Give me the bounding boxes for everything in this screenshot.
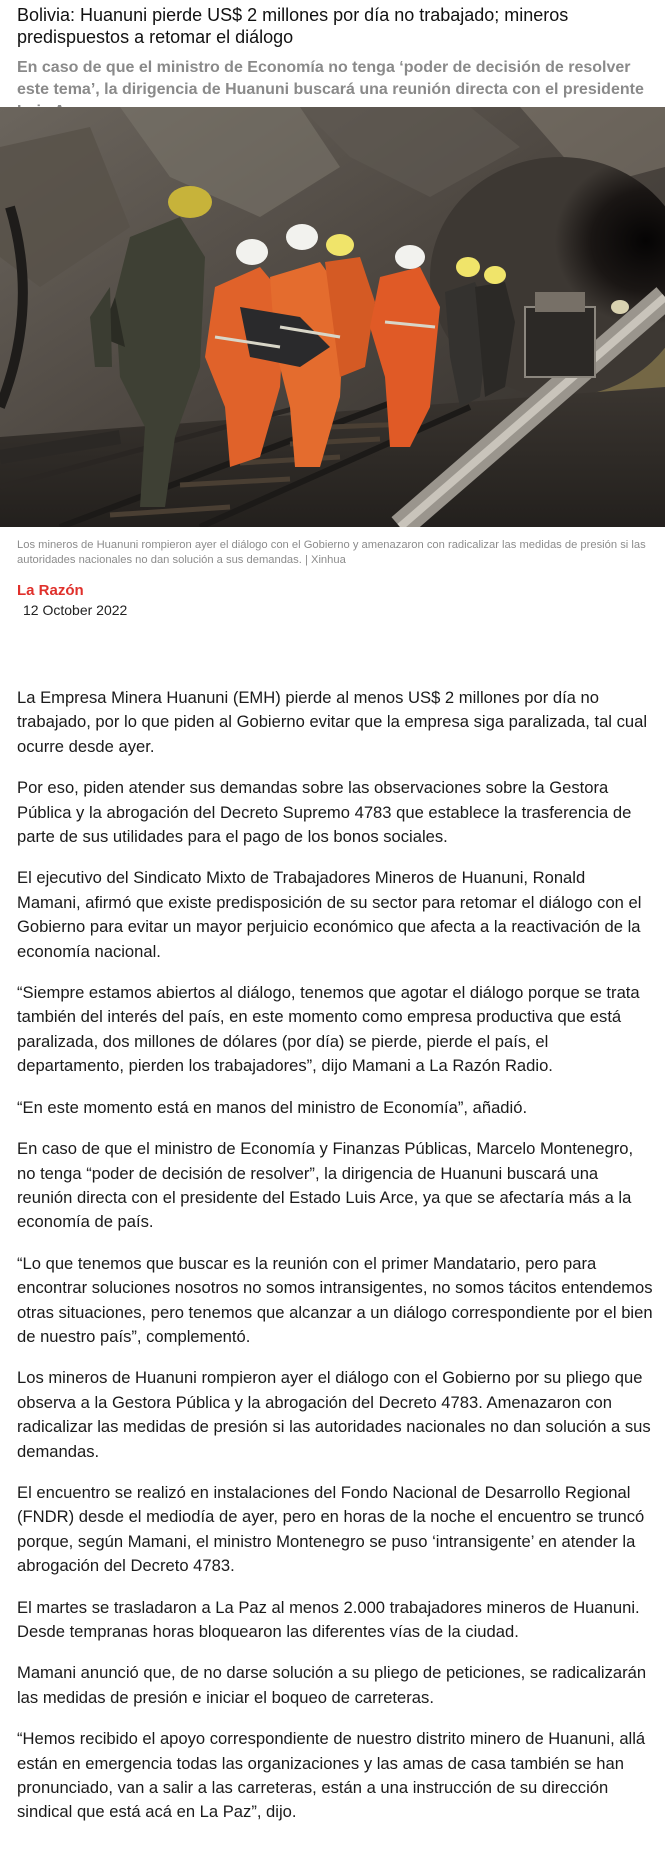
paragraph: “Lo que tenemos que buscar es la reunión con el primer Mandatario, pero para encontrar soluciones nosotros no somos intransigentes, no somos tácitos entendemos otras situaciones, pero tenemos que alcanzar a un diálogo correspondiente por el bien de nuestro país”, complementó. xyxy=(17,1253,653,1346)
paragraph: Los mineros de Huanuni rompieron ayer el diálogo con el Gobierno por su pliego que observa a la Gestora Pública y la abrogación del Decreto 4783. Amenazaron con radicalizar las medidas de presión si las autoridades nacionales no dan solución a sus demandas. xyxy=(17,1368,651,1461)
paragraph: El ejecutivo del Sindicato Mixto de Trabajadores Mineros de Huanuni, Ronald Mamani, afirmó que existe predisposición de su sector para retomar el diálogo con el Gobierno para evitar un mayor perjuicio económico que afecta a la reactivación de la economía nacional. xyxy=(17,868,642,961)
photo-caption: Los mineros de Huanuni rompieron ayer el diálogo con el Gobierno y amenazaron con radicalizar las medidas de presión si las autoridades nacionales no dan solución a sus demandas. | Xinhua xyxy=(17,539,646,566)
article-title: Bolivia: Huanuni pierde US$ 2 millones por día no trabajado; mineros predispuestos a retomar el diálogo xyxy=(17,5,569,47)
paragraph: “Siempre estamos abiertos al diálogo, tenemos que agotar el diálogo porque se trata también del interés del país, en este momento como empresa productiva que está paralizada, dos millones de dólares (por día) se pierde, pierde el país, el departamento, pierden los trabajadores”, dijo Mamani a La Razón Radio. xyxy=(17,983,640,1076)
article-body xyxy=(17,686,653,1842)
paragraph: “Hemos recibido el apoyo correspondiente de nuestro distrito minero de Huanuni, allá están en emergencia todas las organizaciones y las amas de casa también se han pronunciado, van a salir a las carreteras, están a una instrucción de su dirección sindical que está acá en La Paz”, dijo. xyxy=(17,1729,646,1822)
paragraph: La Empresa Minera Huanuni (EMH) pierde al menos US$ 2 millones por día no trabajado, por lo que piden al Gobierno evitar que la empresa siga paralizada, tal cual ocurre desde ayer. xyxy=(17,688,648,756)
paragraph: En caso de que el ministro de Economía y Finanzas Públicas, Marcelo Montenegro, no tenga “poder de decisión de resolver”, la dirigencia de Huanuni buscará una reunión directa con el presidente del Estado Luis Arce, ya que se afectaría más a la economía de país. xyxy=(17,1139,634,1232)
paragraph: “En este momento está en manos del ministro de Economía”, añadió. xyxy=(17,1097,528,1117)
article-subtitle: En caso de que el ministro de Economía no tenga ‘poder de decisión de resolver este tema’, la dirigencia de Huanuni buscará una reunión directa con el presidente xyxy=(17,59,644,98)
miners-photo-illustration xyxy=(0,107,665,527)
paragraph: Por eso, piden atender sus demandas sobre las observaciones sobre la Gestora Pública y la abrogación del Decreto Supremo 4783 que establece la trasferencia de parte de sus utilidades para el pago de los bonos sociales. xyxy=(17,778,632,847)
publish-date: 12 October 2022 xyxy=(23,602,128,618)
paragraph: El martes se trasladaron a La Paz al menos 2.000 trabajadores mineros de Huanuni. Desde tempranas horas bloquearon las diferentes vías de la ciudad. xyxy=(17,1597,640,1641)
paragraph: Mamani anunció que, de no darse solución a su pliego de peticiones, se radicalizarán las medidas de presión e iniciar el boqueo de carreteras. xyxy=(17,1663,647,1707)
source-label[interactable]: La Razón xyxy=(17,582,84,599)
article-photo xyxy=(0,107,665,527)
paragraph: El encuentro se realizó en instalaciones del Fondo Nacional de Desarrollo Regional (FNDR) desde el mediodía de ayer, pero en horas de la noche el encuentro se truncó porque, según Mamani, el ministro Montenegro se puso ‘intransigente’ en atender la abrogación del Decreto 4783. xyxy=(17,1482,645,1576)
